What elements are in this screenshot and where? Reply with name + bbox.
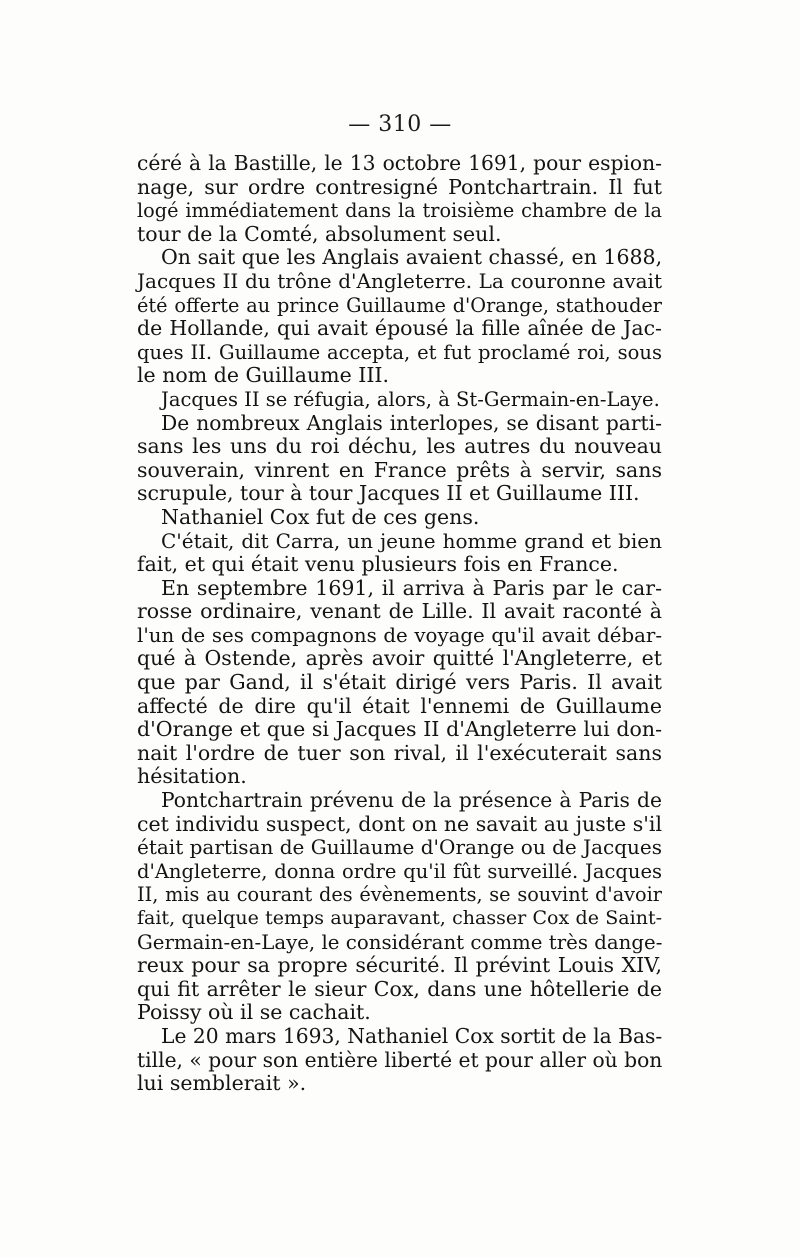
text-line: lui semblerait ». — [137, 1071, 307, 1096]
text-line: On sait que les Anglais avaient chassé, en 1688, — [161, 245, 663, 270]
text-line: sans les uns du roi déchu, les autres du nouveau — [137, 434, 662, 459]
body-text — [137, 152, 662, 1096]
text-line: que par Gand, il s'était dirigé vers Paris. Il avait — [137, 670, 662, 695]
text-line: Le 20 mars 1693, Nathaniel Cox sortit de la Bas- — [161, 1023, 663, 1048]
text-line: l'un de ses compagnons de voyage qu'il avait débar- — [137, 623, 662, 647]
text-line: En septembre 1691, il arriva à Paris par le car- — [161, 575, 662, 600]
text-line: d'Angleterre, donna ordre qu'il fût surveillé. Jacques — [137, 859, 662, 883]
text-line: Germain-en-Laye, le considérant comme très dange- — [137, 930, 663, 954]
page-number: — 310 — — [348, 112, 452, 137]
text-line: reux pour sa propre sécurité. Il prévint Louis XIV, — [137, 953, 662, 978]
text-line: De nombreux Anglais interlopes, se disant parti- — [161, 410, 662, 435]
text-line: le nom de Guillaume III. — [137, 363, 390, 388]
text-line: souverain, vinrent en France prêts à servir, sans — [137, 457, 662, 482]
text-line: II, mis au courant des évènements, se souvint d'avoir — [137, 883, 662, 907]
text-line: qué à Ostende, après avoir quitté l'Angleterre, et — [137, 646, 662, 671]
text-line: Jacques II du trône d'Angleterre. La couronne avait — [137, 268, 662, 293]
text-line: fait, et qui était venu plusieurs fois en France. — [137, 552, 619, 577]
text-line: rosse ordinaire, venant de Lille. Il avait raconté à — [137, 599, 662, 624]
text-line: tour de la Comté, absolument seul. — [137, 221, 502, 246]
text-line: ques II. Guillaume accepta, et fut proclamé roi, sous — [137, 340, 662, 364]
text-line: d'Orange et que si Jacques II d'Angleterre lui don- — [137, 717, 662, 742]
text-line: cet individu suspect, dont on ne savait au juste s'il — [137, 811, 662, 836]
text-line: fait, quelque temps auparavant, chasser Cox de Saint- — [137, 907, 662, 929]
text-line: été offerte au prince Guillaume d'Orange, stathouder — [137, 293, 662, 317]
text-line: Jacques II se réfugia, alors, à St-Germain-en-Laye. — [161, 387, 660, 411]
text-line: logé immédiatement dans la troisième chambre de la — [137, 199, 662, 223]
text-line: Poissy où il se cachait. — [137, 1000, 371, 1025]
text-line: affecté de dire qu'il était l'ennemi de Guillaume — [137, 693, 662, 718]
text-line: céré à la Bastille, le 13 octobre 1691, pour espion- — [137, 151, 662, 175]
text-line: nait l'ordre de tuer son rival, il l'exécuterait sans — [137, 740, 662, 765]
text-line: scrupule, tour à tour Jacques II et Guillaume III. — [137, 481, 640, 506]
text-line: hésitation. — [137, 764, 247, 789]
text-line: Pontchartrain prévenu de la présence à Paris de — [161, 788, 662, 813]
text-line: nage, sur ordre contresigné Pontchartrain. Il fut — [137, 174, 662, 199]
text-line: qui fit arrêter le sieur Cox, dans une hôtellerie de — [137, 976, 662, 1001]
text-line: était partisan de Guillaume d'Orange ou de Jacques — [137, 835, 662, 860]
text-line: tille, « pour son entière liberté et pour aller où bon — [137, 1047, 663, 1072]
text-line: Nathaniel Cox fut de ces gens. — [161, 504, 480, 529]
text-line: C'était, dit Carra, un jeune homme grand et bien — [161, 528, 662, 553]
text-line: de Hollande, qui avait épousé la fille aînée de Jac- — [137, 316, 662, 341]
